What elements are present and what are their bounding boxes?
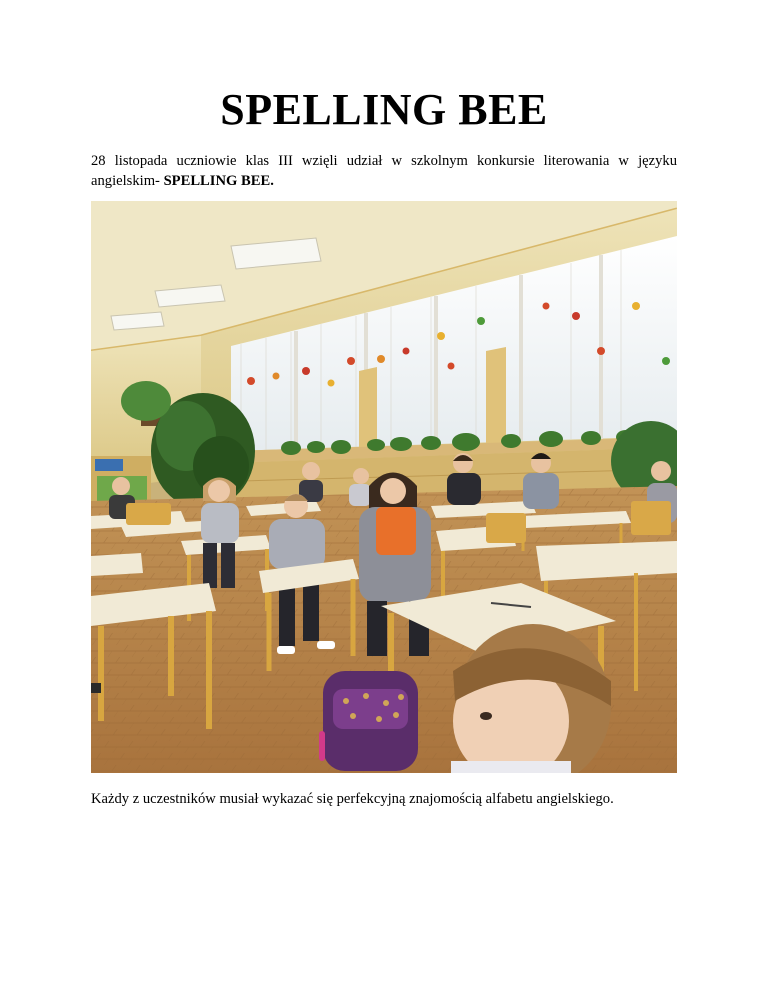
intro-bold-text: SPELLING BEE. bbox=[163, 173, 274, 189]
classroom-photo bbox=[91, 201, 677, 773]
photo-caption: Każdy z uczestników musiał wykazać się perfekcyjną znajomością alfabetu angielskiego. bbox=[91, 791, 614, 807]
intro-paragraph bbox=[91, 151, 677, 191]
classroom-photo-icon bbox=[91, 201, 677, 773]
page-title: SPELLING BEE bbox=[220, 85, 548, 134]
intro-text: 28 listopada uczniowie klas III wzięli udział w szkolnym konkursie literowania w języku angielskim- bbox=[91, 153, 677, 189]
